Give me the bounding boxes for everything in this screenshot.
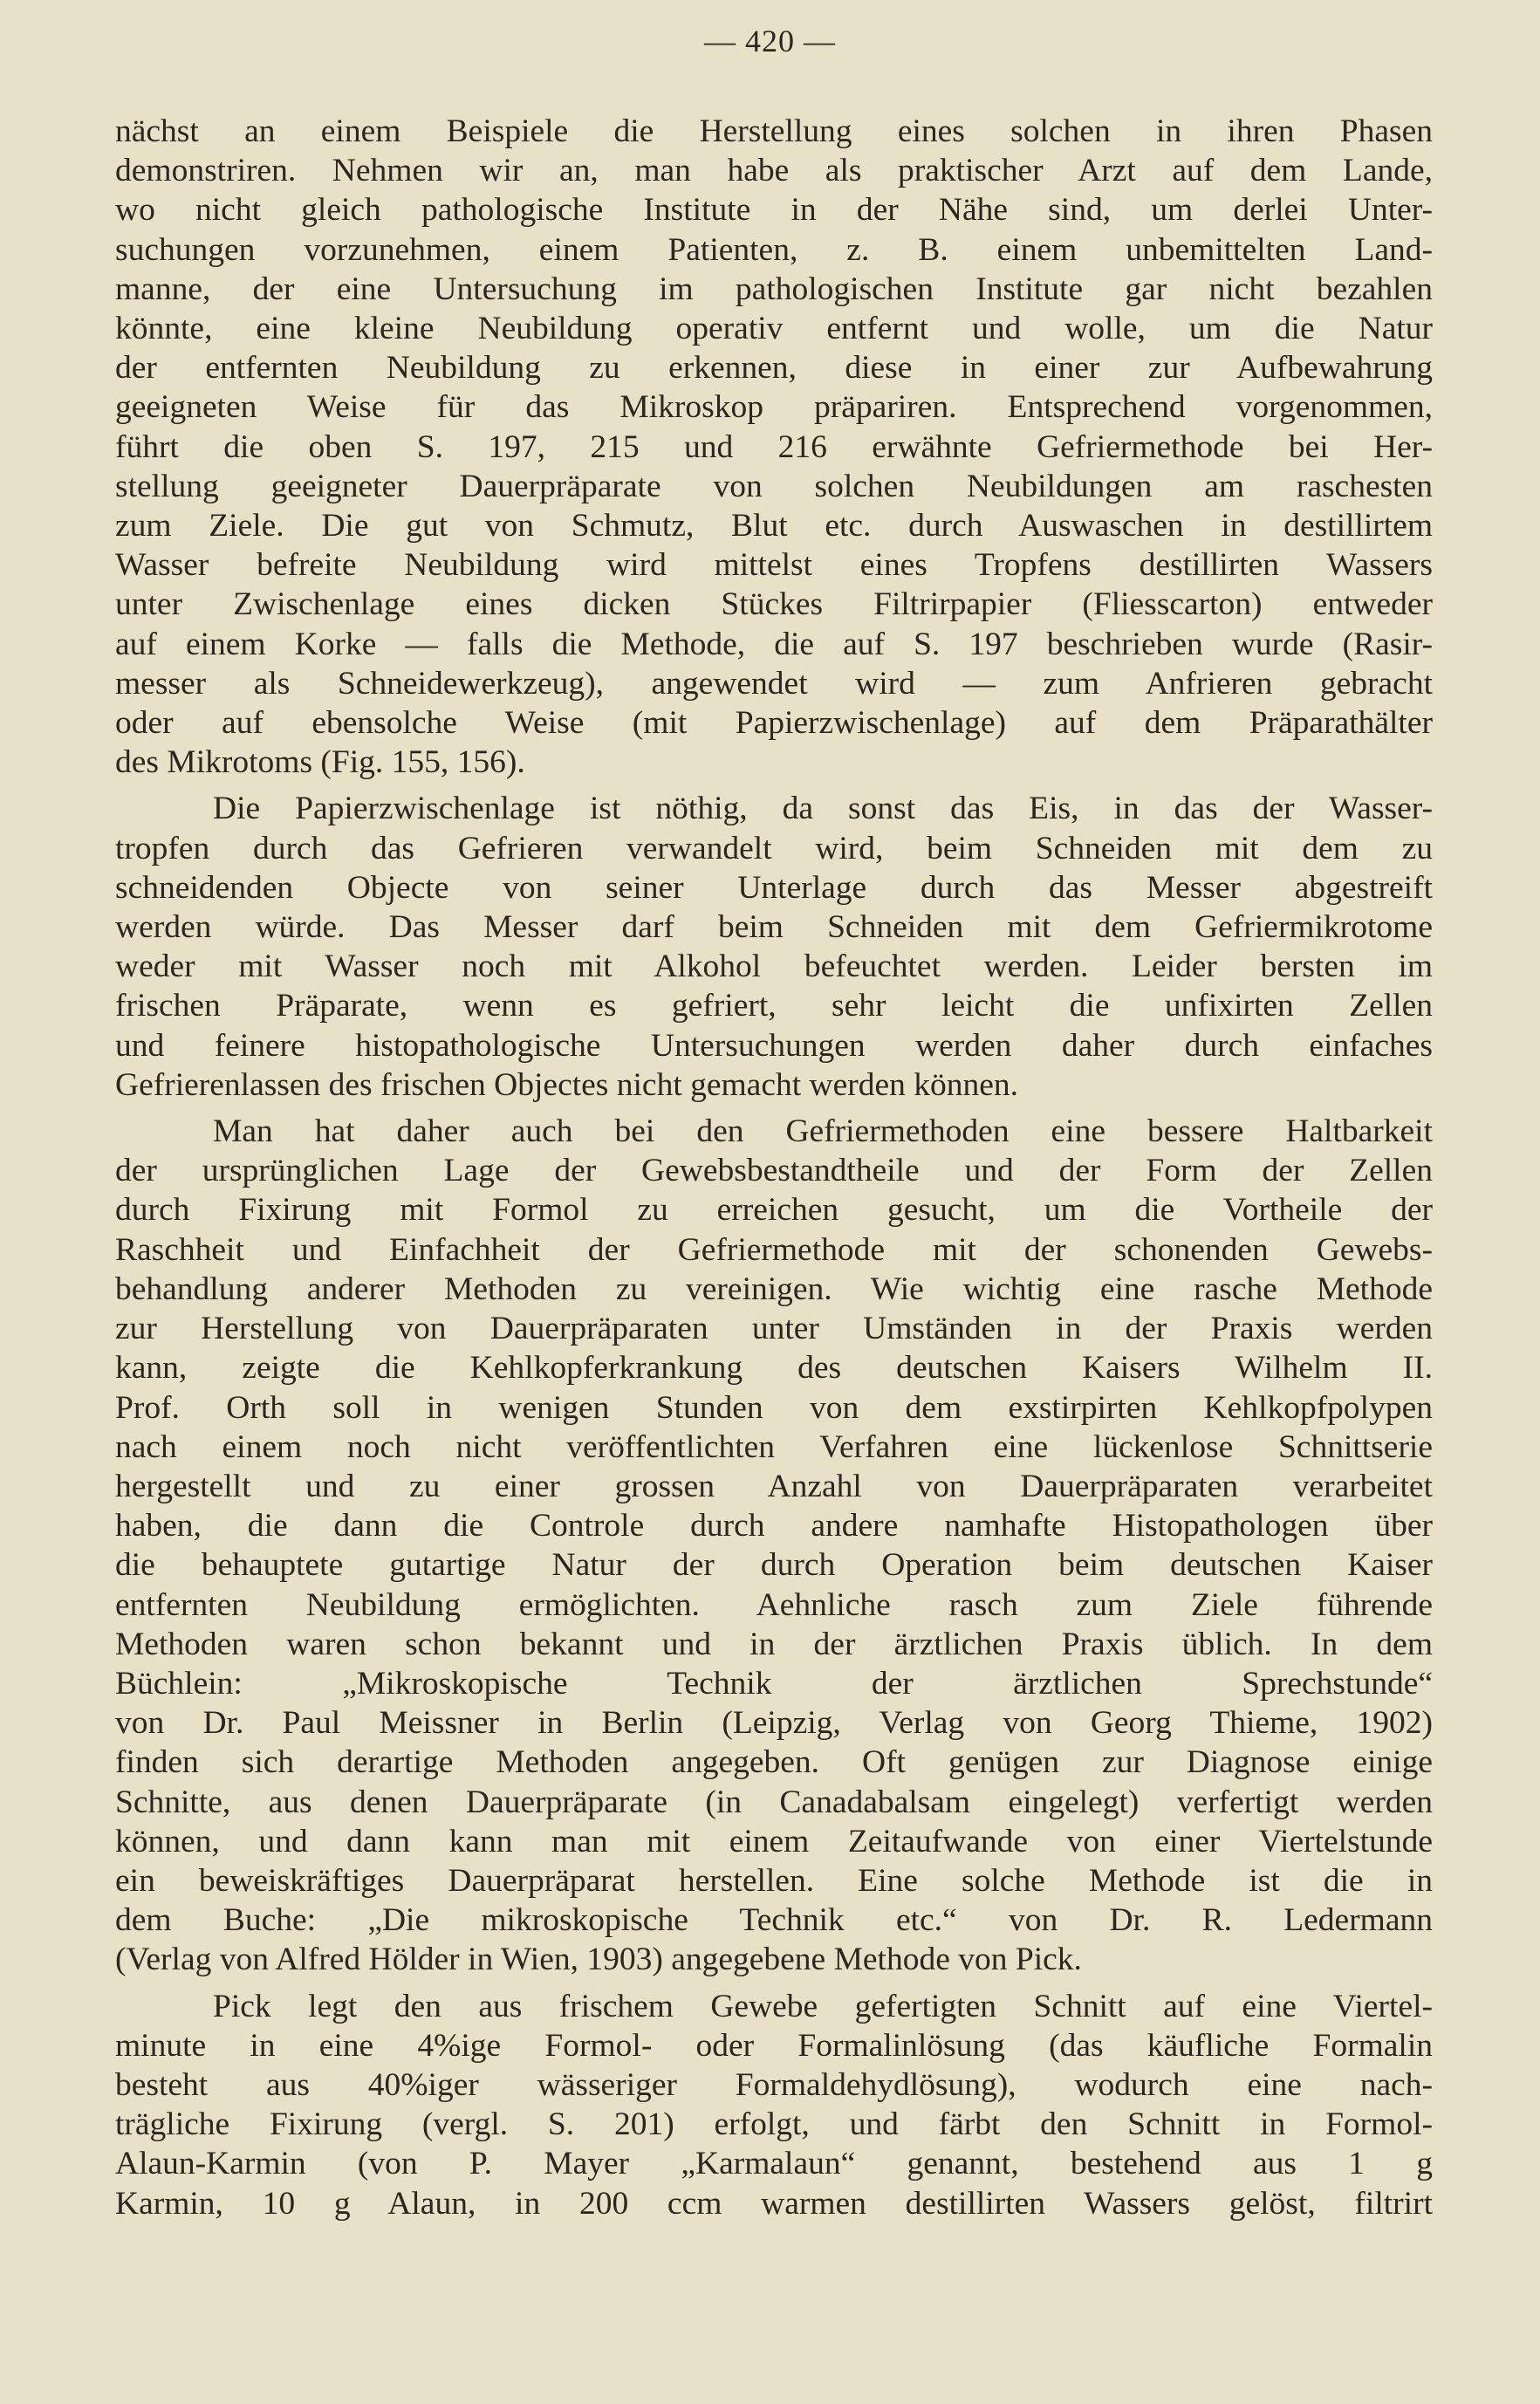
text-line: könnte, eine kleine Neubildung operativ entfernt und wolle, um die Natur [115,311,1433,347]
paragraph [115,112,1433,782]
text-line: oder auf ebensolche Weise (mit Papierzwischenlage) auf dem Präparathälter [115,705,1433,742]
text-line: schneidenden Objecte von seiner Unterlage durch das Messer abgestreift [115,869,1433,906]
text-line: Büchlein: „Mikroskopische Technik der ärztlichen Sprechstunde“ [115,1665,1433,1702]
text-line: trägliche Fixirung (vergl. S. 201) erfolgt, und färbt den Schnitt in Formol- [115,2106,1433,2143]
text-line: nächst an einem Beispiele die Herstellung eines solchen in ihren Phasen [115,113,1433,149]
text-line: Man hat daher auch bei den Gefriermethoden eine bessere Haltbarkeit [213,1113,1433,1150]
text-line: manne, der eine Untersuchung im pathologischen Institute gar nicht bezahlen [115,271,1433,307]
text-line: wo nicht gleich pathologische Institute in der Nähe sind, um derlei Unter- [115,192,1433,229]
paragraph [115,789,1433,1105]
text-line: (Verlag von Alfred Hölder in Wien, 1903) angegebene Methode von Pick. [115,1942,1082,1978]
text-line: geeigneten Weise für das Mikroskop präpariren. Entsprechend vorgenommen, [115,389,1433,426]
paragraph [115,1112,1433,1979]
text-line: Alaun-Karmin (von P. Mayer „Karmalaun“ genannt, bestehend aus 1 g [115,2146,1433,2182]
text-line: durch Fixirung mit Formol zu erreichen gesucht, um die Vortheile der [115,1192,1433,1229]
text-line: tropfen durch das Gefrieren verwandelt wird, beim Schneiden mit dem zu [115,830,1433,866]
text-line: Methoden waren schon bekannt und in der ärztlichen Praxis üblich. In dem [115,1626,1433,1662]
text-line: unter Zwischenlage eines dicken Stückes Filtrirpapier (Fliesscarton) entweder [115,586,1433,623]
text-line: die behauptete gutartige Natur der durch Operation beim deutschen Kaiser [115,1547,1433,1584]
paragraph [115,1987,1433,2223]
text-line: von Dr. Paul Meissner in Berlin (Leipzig, Verlag von Georg Thieme, 1902) [115,1705,1433,1742]
text-line: nach einem noch nicht veröffentlichten Verfahren eine lückenlose Schnittserie [115,1428,1433,1465]
text-line: Schnitte, aus denen Dauerpräparate (in Canadabalsam eingelegt) verfertigt werden [115,1784,1433,1820]
text-line: Karmin, 10 g Alaun, in 200 ccm warmen destillirten Wassers gelöst, filtrirt [115,2185,1433,2222]
text-line: Gefrierenlassen des frischen Objectes nicht gemacht werden können. [115,1066,1019,1103]
text-line: haben, die dann die Controle durch andere namhafte Histopathologen über [115,1508,1433,1544]
text-line: demonstriren. Nehmen wir an, man habe als praktischer Arzt auf dem Lande, [115,153,1433,189]
text-line: frischen Präparate, wenn es gefriert, sehr leicht die unfixirten Zellen [115,988,1433,1024]
text-line: stellung geeigneter Dauerpräparate von solchen Neubildungen am raschesten [115,468,1433,504]
text-line: messer als Schneidewerkzeug), angewendet wird — zum Anfrieren gebracht [115,665,1433,702]
body-text [115,112,1433,2223]
text-line: suchungen vorzunehmen, einem Patienten, z. B. einem unbemittelten Land- [115,231,1433,268]
text-line: kann, zeigte die Kehlkopferkrankung des deutschen Kaisers Wilhelm II. [115,1350,1433,1387]
text-line: ein beweiskräftiges Dauerpräparat herstellen. Eine solche Methode ist die in [115,1862,1433,1899]
text-line: der entfernten Neubildung zu erkennen, diese in einer zur Aufbewahrung [115,350,1433,387]
text-line: hergestellt und zu einer grossen Anzahl von Dauerpräparaten verarbeitet [115,1468,1433,1504]
text-line: dem Buche: „Die mikroskopische Technik etc.“ von Dr. R. Ledermann [115,1902,1433,1939]
text-line: Wasser befreite Neubildung wird mittelst eines Tropfens destillirten Wassers [115,547,1433,584]
text-line: Pick legt den aus frischem Gewebe gefertigten Schnitt auf eine Viertel- [213,1988,1433,2024]
text-line: werden würde. Das Messer darf beim Schneiden mit dem Gefriermikrotome [115,909,1433,946]
text-line: behandlung anderer Methoden zu vereinigen. Wie wichtig eine rasche Methode [115,1270,1433,1307]
text-line: entfernten Neubildung ermöglichten. Aehnliche rasch zum Ziele führende [115,1586,1433,1623]
text-line: führt die oben S. 197, 215 und 216 erwähnte Gefriermethode bei Her- [115,428,1433,465]
text-line: des Mikrotoms (Fig. 155, 156). [115,744,525,781]
page-number: — 420 — [704,24,836,58]
text-line: auf einem Korke — falls die Methode, die auf S. 197 beschrieben wurde (Rasir- [115,626,1433,662]
text-line: der ursprünglichen Lage der Gewebsbestandtheile und der Form der Zellen [115,1153,1433,1189]
text-line: können, und dann kann man mit einem Zeitaufwande von einer Viertelstunde [115,1823,1433,1860]
text-line: Prof. Orth soll in wenigen Stunden von dem exstirpirten Kehlkopfpolypen [115,1389,1433,1426]
text-line: Raschheit und Einfachheit der Gefriermethode mit der schonenden Gewebs- [115,1231,1433,1268]
text-line: Die Papierzwischenlage ist nöthig, da sonst das Eis, in das der Wasser- [213,791,1433,827]
text-line: und feinere histopathologische Untersuchungen werden daher durch einfaches [115,1027,1433,1064]
text-line: besteht aus 40%iger wässeriger Formaldehydlösung), wodurch eine nach- [115,2066,1433,2103]
text-line: zur Herstellung von Dauerpräparaten unter Umständen in der Praxis werden [115,1311,1433,1347]
text-line: minute in eine 4%ige Formol- oder Formalinlösung (das käufliche Formalin [115,2027,1433,2064]
text-line: finden sich derartige Methoden angegeben. Oft genügen zur Diagnose einige [115,1744,1433,1781]
text-line: weder mit Wasser noch mit Alkohol befeuchtet werden. Leider bersten im [115,949,1433,985]
text-line: zum Ziele. Die gut von Schmutz, Blut etc. durch Auswaschen in destillirtem [115,508,1433,544]
